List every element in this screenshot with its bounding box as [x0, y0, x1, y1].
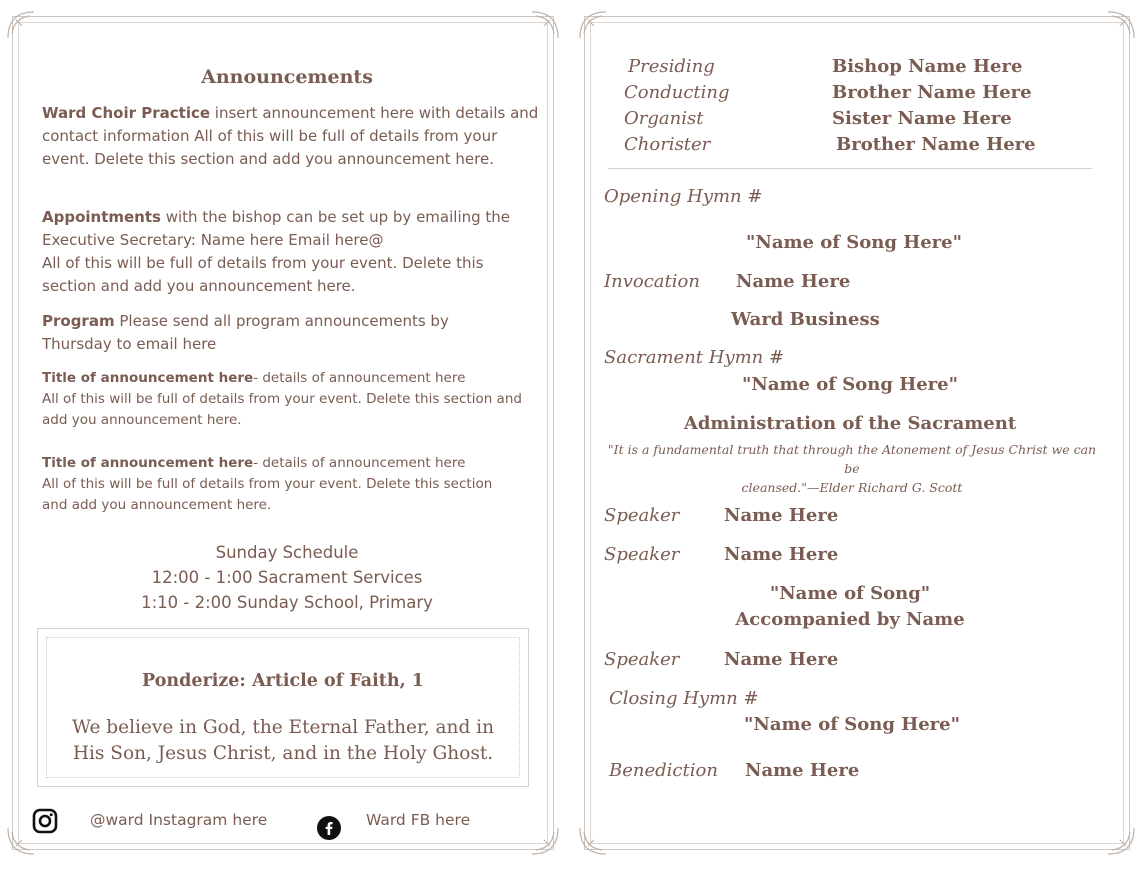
quote-line: "It is a fundamental truth that through the Atonement of Jesus Christ we can be	[607, 442, 1097, 476]
benediction-name: Name Here	[745, 760, 860, 781]
announcement-program	[42, 310, 482, 356]
announcement-text: insert announcement here with details and contact information All of this will be full of details from your event. Delete this section and add you announcement here.	[42, 104, 539, 168]
corner-ornament-icon	[6, 10, 36, 40]
announcement-lead: Program	[42, 312, 115, 330]
speaker-name: Name Here	[724, 505, 839, 526]
corner-ornament-icon	[578, 10, 608, 40]
social-row	[30, 806, 550, 842]
benediction-label: Benediction	[609, 760, 718, 781]
speaker-name: Name Here	[724, 649, 839, 670]
name-conducting: Brother Name Here	[832, 82, 1032, 103]
facebook-icon[interactable]	[317, 816, 341, 840]
ponderize-line: We believe in God, the Eternal Father, and in	[71, 717, 495, 738]
announcement-title-1	[42, 368, 542, 431]
announcement-text-2: All of this will be full of details from your event. Delete this section and add you announcement here.	[42, 254, 484, 295]
ponderize-title: Ponderize: Article of Faith, 1	[142, 671, 424, 691]
closing-song: "Name of Song Here"	[744, 714, 960, 735]
role-presiding: Presiding	[628, 56, 715, 77]
intermediate-song: "Name of Song"	[769, 583, 931, 604]
ponderize-box	[37, 628, 529, 787]
ponderize-line: His Son, Jesus Christ, and in the Holy Ghost.	[72, 743, 494, 764]
speaker-label: Speaker	[604, 505, 680, 526]
announcement-text: - details of announcement here	[253, 455, 466, 471]
opening-song: "Name of Song Here"	[746, 232, 962, 253]
role-organist: Organist	[624, 108, 704, 129]
speaker-name: Name Here	[724, 544, 839, 565]
announcement-lead: Title of announcement here	[42, 370, 254, 386]
ward-business: Ward Business	[731, 309, 880, 330]
announcement-choir	[42, 102, 542, 171]
facebook-handle[interactable]: Ward FB here	[366, 811, 471, 829]
schedule-line: 12:00 - 1:00 Sacrament Services	[151, 568, 423, 587]
sunday-schedule	[0, 540, 574, 615]
invocation-label: Invocation	[604, 271, 700, 292]
announcement-lead: Ward Choir Practice	[42, 104, 211, 122]
administration-title: Administration of the Sacrament	[683, 413, 1017, 434]
closing-hymn-label: Closing Hymn #	[609, 688, 759, 709]
announcement-lead: Appointments	[42, 208, 161, 226]
announcement-text: with the bishop can be set up by emailing the Executive Secretary: Name here Email here@	[42, 208, 511, 249]
corner-ornament-icon	[530, 10, 560, 40]
accompanied-by: Accompanied by Name	[735, 609, 965, 630]
name-chorister: Brother Name Here	[836, 134, 1036, 155]
schedule-line: 1:10 - 2:00 Sunday School, Primary	[141, 593, 433, 612]
announcements-title: Announcements	[201, 66, 373, 88]
name-organist: Sister Name Here	[832, 108, 1012, 129]
ponderize-text	[38, 715, 528, 767]
announcement-title-2	[42, 453, 502, 516]
corner-ornament-icon	[1106, 10, 1136, 40]
corner-ornament-icon	[1106, 826, 1136, 856]
corner-ornament-icon	[578, 826, 608, 856]
role-chorister: Chorister	[624, 134, 711, 155]
announcement-text-2: All of this will be full of details from your event. Delete this section and add you announcement here.	[42, 476, 493, 513]
speaker-label: Speaker	[604, 649, 680, 670]
announcement-text-2: All of this will be full of details from your event. Delete this section and add you announcement here.	[42, 391, 522, 428]
section-divider	[608, 168, 1092, 169]
instagram-handle[interactable]: @ward Instagram here	[90, 811, 268, 829]
announcement-text: Please send all program announcements by Thursday to email here	[42, 312, 449, 353]
invocation-name: Name Here	[736, 271, 851, 292]
sacrament-song: "Name of Song Here"	[742, 374, 958, 395]
sacrament-quote	[606, 440, 1098, 497]
role-conducting: Conducting	[624, 82, 730, 103]
schedule-title: Sunday Schedule	[215, 543, 359, 562]
announcement-text: - details of announcement here	[253, 370, 466, 386]
opening-hymn-label: Opening Hymn #	[604, 186, 763, 207]
speaker-label: Speaker	[604, 544, 680, 565]
name-presiding: Bishop Name Here	[832, 56, 1023, 77]
quote-line: cleansed."—Elder Richard G. Scott	[741, 480, 963, 495]
announcement-appointments	[42, 206, 542, 298]
instagram-icon[interactable]	[32, 808, 58, 834]
announcement-lead: Title of announcement here	[42, 455, 254, 471]
sacrament-hymn-label: Sacrament Hymn #	[604, 347, 785, 368]
